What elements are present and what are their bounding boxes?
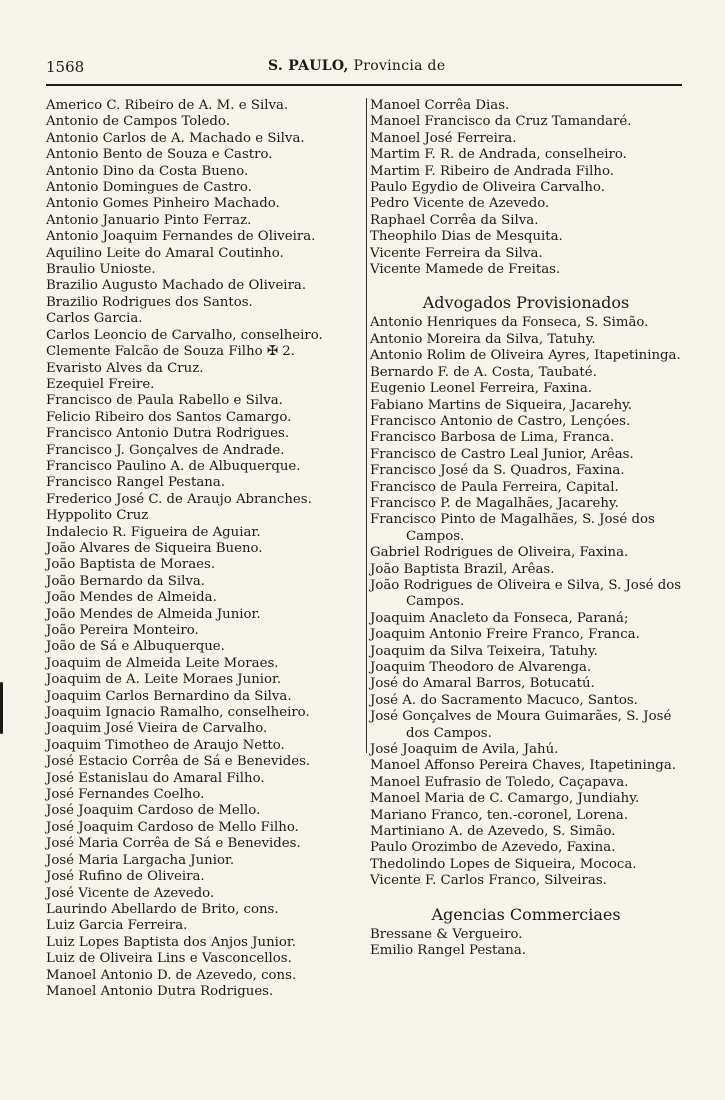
list-item: Francisco P. de Magalhães, Jacarehy. <box>370 495 619 511</box>
list-item: João Rodrigues de Oliveira e Silva, S. José dos Campos. <box>370 577 682 610</box>
list-item: Martiniano A. de Azevedo, S. Simão. <box>370 824 616 840</box>
list-item: José Estanislau do Amaral Filho. <box>46 770 265 786</box>
list-item: Manoel Antonio D. de Azevedo, cons. <box>46 967 297 983</box>
list-item: Paulo Orozimbo de Azevedo, Faxina. <box>370 840 616 856</box>
list-item: José Joaquim Cardoso de Mello. <box>46 803 261 819</box>
list-item: Francisco José da S. Quadros, Faxina. <box>370 463 625 479</box>
list-item: Francisco de Paula Rabello e Silva. <box>46 393 283 409</box>
list-item: José Rufino de Oliveira. <box>46 869 205 885</box>
list-item: Bressane & Vergueiro. <box>370 926 523 942</box>
list-item: João Alvares de Siqueira Bueno. <box>46 540 263 556</box>
list-item: Brazilio Rodrigues dos Santos. <box>46 294 253 310</box>
list-item: João Baptista Brazil, Arêas. <box>370 561 555 577</box>
list-item: Joaquim Timotheo de Araujo Netto. <box>46 737 285 753</box>
list-item: Frederico José C. de Araujo Abranches. <box>46 491 312 507</box>
list-item: João Pereira Monteiro. <box>46 623 199 638</box>
list-item: Joaquim da Silva Teixeira, Tatuhy. <box>370 643 598 659</box>
list-item: Francisco Barbosa de Lima, Franca. <box>370 430 615 446</box>
list-item: Manoel Maria de C. Camargo, Jundiahy. <box>370 791 640 807</box>
list-item: Francisco Rangel Pestana. <box>46 475 225 491</box>
list-item: Martim F. Ribeiro de Andrada Filho. <box>370 163 614 179</box>
page-number: 1568 <box>46 58 85 76</box>
page-header <box>46 58 682 84</box>
list-item: Manoel Antonio Dutra Rodrigues. <box>46 983 274 999</box>
list-item: Manoel Francisco da Cruz Tamandaré. <box>370 114 632 130</box>
list-item: Eugenio Leonel Ferreira, Faxina. <box>370 381 592 397</box>
list-item: Joaquim Carlos Bernardino da Silva. <box>46 688 292 704</box>
list-item: Gabriel Rodrigues de Oliveira, Faxina. <box>370 545 629 561</box>
list-item: Martim F. R. de Andrada, conselheiro. <box>370 147 627 163</box>
list-item: Thedolindo Lopes de Siqueira, Mococa. <box>370 856 637 872</box>
list-item: Joaquim Antonio Freire Franco, Franca. <box>370 627 640 643</box>
list-item: Antonio de Campos Toledo. <box>46 114 230 130</box>
list-item: José Estacio Corrêa de Sá e Benevides. <box>46 754 311 770</box>
list-item: José Maria Largacha Junior. <box>46 852 235 868</box>
list-item: João Mendes de Almeida. <box>46 590 217 606</box>
list-item: Fabiano Martins de Siqueira, Jacarehy. <box>370 397 633 413</box>
list-item: Aquilino Leite do Amaral Coutinho. <box>46 245 284 261</box>
running-head-title: S. PAULO, <box>268 58 349 74</box>
list-item: Pedro Vicente de Azevedo. <box>370 196 550 212</box>
list-item: Joaquim de A. Leite Moraes Junior. <box>46 672 282 688</box>
list-item: Clemente Falcão de Souza Filho ✠ 2. <box>46 344 295 360</box>
list-item: Luiz de Oliveira Lins e Vasconcellos. <box>46 951 292 967</box>
list-item: Vicente Mamede de Freitas. <box>370 262 561 278</box>
list-item: Hyppolito Cruz <box>46 508 149 524</box>
header-rule <box>46 84 682 86</box>
list-item: João Baptista de Moraes. <box>46 557 216 573</box>
list-item: Theophilo Dias de Mesquita. <box>370 229 563 245</box>
list-item: José A. do Sacramento Macuco, Santos. <box>370 692 638 708</box>
list-item: Emilio Rangel Pestana. <box>370 943 527 959</box>
list-item: Joaquim de Almeida Leite Moraes. <box>46 655 279 671</box>
list-item: Braulio Unioste. <box>46 262 156 278</box>
list-item: Americo C. Ribeiro de A. M. e Silva. <box>46 98 289 113</box>
list-item: Evaristo Alves da Cruz. <box>46 360 204 376</box>
left-column <box>46 98 364 1000</box>
list-item: Paulo Egydio de Oliveira Carvalho. <box>370 180 605 196</box>
list-item: Joaquim José Vieira de Carvalho. <box>46 721 268 737</box>
list-item: João Mendes de Almeida Junior. <box>46 606 261 622</box>
list-item: José Gonçalves de Moura Guimarães, S. José dos Campos. <box>370 709 672 741</box>
running-head <box>268 58 445 74</box>
list-item: Brazilio Augusto Machado de Oliveira. <box>46 278 307 294</box>
running-head-subtitle: Provincia de <box>353 58 446 74</box>
list-item: Bernardo F. de A. Costa, Taubaté. <box>370 364 597 380</box>
list-item: Antonio Januario Pinto Ferraz. <box>46 212 252 228</box>
list-item: Antonio Carlos de A. Machado e Silva. <box>46 130 305 146</box>
list-item: Francisco de Castro Leal Junior, Arêas. <box>370 446 634 462</box>
list-item: Manoel Eufrasio de Toledo, Caçapava. <box>370 774 629 790</box>
list-item: Joaquim Ignacio Ramalho, conselheiro. <box>46 705 310 721</box>
list-item: José do Amaral Barros, Botucatú. <box>370 676 595 692</box>
list-item: Francisco J. Gonçalves de Andrade. <box>46 442 285 458</box>
list-item: Francisco Pinto de Magalhães, S. José dos Campos. <box>370 512 655 544</box>
list-item: Indalecio R. Figueira de Aguiar. <box>46 524 261 540</box>
list-item: Vicente F. Carlos Franco, Silveiras. <box>370 873 607 889</box>
list-item: João Bernardo da Silva. <box>46 573 206 589</box>
list-item: João de Sá e Albuquerque. <box>46 639 225 655</box>
list-item: Antonio Henriques da Fonseca, S. Simão. <box>370 315 649 331</box>
list-item: Joaquim Theodoro de Alvarenga. <box>370 660 592 675</box>
column-divider <box>366 98 367 753</box>
list-item: Laurindo Abellardo de Brito, cons. <box>46 901 279 917</box>
list-item: Antonio Moreira da Silva, Tatuhy. <box>370 331 596 347</box>
list-item: Antonio Joaquim Fernandes de Oliveira. <box>46 229 316 245</box>
list-item: Carlos Garcia. <box>46 311 143 327</box>
list-item: Mariano Franco, ten.-coronel, Lorena. <box>370 807 629 823</box>
list-item: Luiz Lopes Baptista dos Anjos Junior. <box>46 934 297 950</box>
list-item: Manoel Corrêa Dias. <box>370 98 510 113</box>
list-item: Manoel Affonso Pereira Chaves, Itapetininga. <box>370 758 676 774</box>
list-item: Antonio Bento de Souza e Castro. <box>46 147 273 163</box>
list-item: Francisco de Paula Ferreira, Capital. <box>370 479 619 495</box>
right-column <box>370 98 682 960</box>
list-item: Luiz Garcia Ferreira. <box>46 918 188 934</box>
list-item: José Maria Corrêa de Sá e Benevides. <box>46 836 301 852</box>
section-heading-advogados: Advogados Provisionados <box>422 293 630 313</box>
list-item: José Vicente de Azevedo. <box>46 885 215 901</box>
list-item: Vicente Ferreira da Silva. <box>370 245 543 261</box>
list-item: Manoel José Ferreira. <box>370 130 517 146</box>
list-item: José Fernandes Coelho. <box>46 787 205 803</box>
list-item: Joaquim Anacleto da Fonseca, Paraná; <box>370 610 629 626</box>
list-item: Ezequiel Freire. <box>46 376 155 392</box>
list-item: Felicio Ribeiro dos Santos Camargo. <box>46 409 292 425</box>
list-item: José Joaquim de Avila, Jahú. <box>370 742 559 758</box>
section-heading-agencias: Agencias Commerciaes <box>431 904 621 924</box>
list-item: Francisco Paulino A. de Albuquerque. <box>46 458 301 474</box>
list-item: Raphael Corrêa da Silva. <box>370 212 539 228</box>
list-item: José Joaquim Cardoso de Mello Filho. <box>46 819 299 835</box>
list-item: Antonio Gomes Pinheiro Machado. <box>46 196 280 212</box>
page-edge-mark <box>0 682 3 734</box>
list-item: Francisco Antonio de Castro, Lençóes. <box>370 413 631 429</box>
list-item: Antonio Rolim de Oliveira Ayres, Itapetininga. <box>370 348 681 364</box>
list-item: Francisco Antonio Dutra Rodrigues. <box>46 426 290 442</box>
list-item: Antonio Dino da Costa Bueno. <box>46 163 249 179</box>
list-item: Carlos Leoncio de Carvalho, conselheiro. <box>46 327 323 343</box>
list-item: Antonio Domingues de Castro. <box>46 180 252 196</box>
